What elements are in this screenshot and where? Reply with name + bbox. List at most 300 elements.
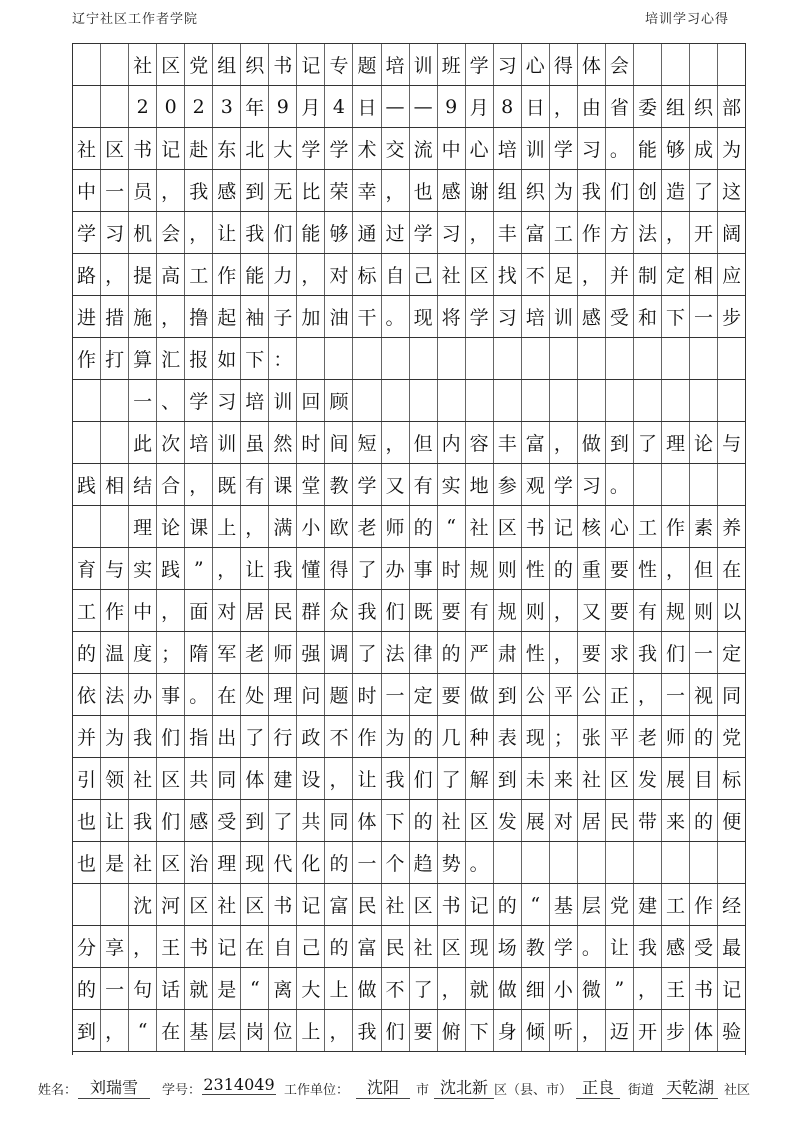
grid-cell: 规	[466, 548, 494, 589]
grid-cell: 公	[522, 674, 550, 715]
grid-cell: 赴	[185, 128, 213, 169]
text-row	[73, 548, 745, 590]
grid-cell: 相	[101, 464, 129, 505]
text-row	[73, 254, 745, 296]
grid-cell: 教	[325, 464, 353, 505]
grid-cell: 的	[438, 632, 466, 673]
text-row	[73, 758, 745, 800]
grid-cell: 织	[522, 170, 550, 211]
grid-cell: 了	[410, 968, 438, 1009]
grid-cell: 如	[213, 338, 241, 379]
grid-cell: 王	[662, 968, 690, 1009]
grid-cell: 进	[73, 296, 101, 337]
grid-cell: 我	[382, 758, 410, 799]
grid-cell: 政	[297, 716, 325, 757]
grid-cell: 社	[438, 254, 466, 295]
grid-cell: 法	[382, 632, 410, 673]
grid-cell: 中	[73, 170, 101, 211]
grid-cell: 行	[269, 716, 297, 757]
grid-cell: 位	[269, 1010, 297, 1051]
grid-cell: 俯	[438, 1010, 466, 1051]
grid-cell: 老	[241, 632, 269, 673]
grid-cell: 由	[578, 86, 606, 127]
grid-cell: 现	[466, 926, 494, 967]
grid-cell: 党	[185, 44, 213, 85]
grid-cell: 撸	[185, 296, 213, 337]
grid-cell: 度	[129, 632, 157, 673]
grid-cell: 懂	[297, 548, 325, 589]
grid-cell: 成	[690, 128, 718, 169]
grid-cell: 路	[73, 254, 101, 295]
grid-cell: 交	[382, 128, 410, 169]
text-row	[73, 338, 745, 380]
grid-cell: 对	[550, 800, 578, 841]
grid-cell: 了	[353, 548, 381, 589]
grid-cell: 但	[690, 548, 718, 589]
grid-cell	[550, 842, 578, 883]
grid-cell: 现	[241, 842, 269, 883]
grid-cell: 定	[722, 643, 742, 665]
grid-cell: 势	[438, 842, 466, 883]
grid-cell: 问	[297, 674, 325, 715]
grid-cell: 做	[353, 968, 381, 1009]
grid-cell: ，	[185, 212, 213, 253]
grid-cell: 区	[466, 800, 494, 841]
grid-cell: 体	[353, 800, 381, 841]
grid-cell: 与	[722, 433, 742, 455]
grid-cell: 的	[690, 800, 718, 841]
grid-cell: 平	[606, 716, 634, 757]
grid-cell: ，	[101, 1010, 129, 1051]
grid-cell	[522, 842, 550, 883]
grid-cell: 就	[185, 968, 213, 1009]
grid-cell: 习	[213, 380, 241, 421]
grid-cell: 丰	[494, 422, 522, 463]
grid-cell	[410, 380, 438, 421]
grid-cell	[101, 506, 129, 547]
grid-cell: 为	[382, 716, 410, 757]
grid-cell	[353, 380, 381, 421]
grid-cell: 老	[353, 506, 381, 547]
grid-cell: 平	[550, 674, 578, 715]
grid-cell	[438, 338, 466, 379]
grid-cell: 习	[101, 212, 129, 253]
grid-cell: 民	[606, 800, 634, 841]
grid-cell: 们	[410, 758, 438, 799]
grid-cell: 织	[241, 44, 269, 85]
grid-cell: 们	[382, 1010, 410, 1051]
grid-cell: 出	[213, 716, 241, 757]
grid-cell: ，	[297, 254, 325, 295]
text-row	[73, 968, 745, 1010]
grid-cell: 作	[690, 884, 718, 925]
name-label: 姓名：	[38, 1083, 78, 1098]
grid-cell: 既	[213, 464, 241, 505]
grid-cell: “	[129, 1010, 157, 1051]
grid-cell: 的	[73, 632, 101, 673]
student-id-label: 学号：	[162, 1083, 202, 1098]
grid-cell	[690, 338, 718, 379]
grid-cell: 一	[662, 674, 690, 715]
grid-cell	[662, 338, 690, 379]
grid-cell: 律	[410, 632, 438, 673]
grid-cell: 训	[522, 128, 550, 169]
grid-cell: 了	[241, 716, 269, 757]
grid-cell: 到	[241, 170, 269, 211]
grid-cell: ，	[325, 1010, 353, 1051]
grid-cell: 以	[722, 601, 742, 623]
grid-cell: ，	[101, 254, 129, 295]
grid-cell: 、	[157, 380, 185, 421]
grid-cell: ，	[662, 212, 690, 253]
grid-cell: 在	[213, 674, 241, 715]
grid-cell: 严	[466, 632, 494, 673]
grid-cell: 我	[634, 926, 662, 967]
grid-cell: 建	[634, 884, 662, 925]
grid-cell: 结	[129, 464, 157, 505]
text-row	[73, 506, 745, 548]
grid-cell: 织	[690, 86, 718, 127]
grid-cell	[690, 44, 718, 85]
grid-cell: 年	[241, 86, 269, 127]
grid-cell: 一	[690, 296, 718, 337]
grid-cell: 社	[213, 884, 241, 925]
grid-cell: 求	[606, 632, 634, 673]
grid-cell: 制	[634, 254, 662, 295]
grid-cell: 们	[269, 212, 297, 253]
grid-cell	[662, 464, 690, 505]
grid-cell: 容	[466, 422, 494, 463]
grid-cell: ，	[550, 86, 578, 127]
grid-cell: 强	[297, 632, 325, 673]
district-suffix: 区（县、市）	[494, 1083, 573, 1098]
grid-cell: 性	[522, 632, 550, 673]
grid-cell: 方	[606, 212, 634, 253]
grid-cell: 堂	[297, 464, 325, 505]
grid-cell: 张	[578, 716, 606, 757]
grid-cell: 班	[438, 44, 466, 85]
grid-cell: 北	[241, 128, 269, 169]
grid-cell: 够	[662, 128, 690, 169]
grid-cell: 我	[129, 800, 157, 841]
grid-cell: ，	[550, 422, 578, 463]
text-row	[73, 44, 745, 86]
grid-cell	[73, 884, 101, 925]
grid-cell	[634, 380, 662, 421]
grid-cell: 带	[634, 800, 662, 841]
grid-cell: 课	[269, 464, 297, 505]
work-unit-label: 工作单位：	[284, 1083, 350, 1098]
grid-cell: 对	[213, 590, 241, 631]
grid-cell	[297, 338, 325, 379]
grid-cell: ，	[634, 674, 662, 715]
grid-cell	[578, 842, 606, 883]
grid-cell: 中	[129, 590, 157, 631]
grid-cell: 层	[213, 1010, 241, 1051]
grid-cell: 书	[690, 968, 718, 1009]
grid-cell: 虽	[241, 422, 269, 463]
grid-cell: 理	[662, 422, 690, 463]
grid-cell: 区	[466, 254, 494, 295]
grid-cell: 在	[722, 559, 742, 581]
grid-cell: 是	[101, 842, 129, 883]
grid-cell: 则	[494, 548, 522, 589]
grid-cell: 月	[466, 86, 494, 127]
grid-cell: 要	[578, 632, 606, 673]
grid-cell: 做	[494, 968, 522, 1009]
grid-cell: 区	[185, 884, 213, 925]
city-field: 沈阳	[356, 1075, 410, 1099]
grid-cell: 我	[578, 170, 606, 211]
grid-cell	[662, 380, 690, 421]
document-type: 培训学习心得	[644, 12, 729, 27]
grid-cell: 有	[410, 464, 438, 505]
grid-cell: 心	[466, 128, 494, 169]
grid-cell: 群	[297, 590, 325, 631]
grid-cell: 书	[522, 506, 550, 547]
grid-cell: 趋	[410, 842, 438, 883]
grid-cell: 了	[353, 632, 381, 673]
grid-cell: 的	[325, 842, 353, 883]
grid-cell	[662, 842, 690, 883]
text-row	[73, 464, 745, 506]
grid-cell: 为	[550, 170, 578, 211]
grid-cell: 众	[325, 590, 353, 631]
grid-cell: 感	[438, 170, 466, 211]
grid-cell: 民	[353, 884, 381, 925]
grid-cell: 我	[353, 1010, 381, 1051]
grid-cell: 区	[438, 926, 466, 967]
grid-cell: 最	[722, 937, 742, 959]
grid-cell: 。	[606, 128, 634, 169]
grid-cell: 了	[634, 422, 662, 463]
grid-cell: 并	[73, 716, 101, 757]
grid-cell: ，	[213, 548, 241, 589]
grid-cell: 工	[550, 212, 578, 253]
footer-info	[38, 1075, 778, 1101]
grid-cell: 习	[438, 212, 466, 253]
grid-cell: 算	[129, 338, 157, 379]
grid-cell: 们	[606, 170, 634, 211]
grid-cell: 学	[410, 212, 438, 253]
grid-cell: 我	[241, 212, 269, 253]
grid-cell: 师	[382, 506, 410, 547]
grid-cell: 经	[722, 895, 742, 917]
grid-cell: 区	[241, 884, 269, 925]
grid-cell: 党	[722, 727, 742, 749]
grid-cell: ”	[606, 968, 634, 1009]
grid-cell: 会	[157, 212, 185, 253]
grid-cell: 阔	[722, 223, 742, 245]
grid-cell: 工	[185, 254, 213, 295]
grid-cell: 河	[157, 884, 185, 925]
grid-cell: 自	[382, 254, 410, 295]
grid-cell: 作	[578, 212, 606, 253]
grid-cell: 办	[129, 674, 157, 715]
grid-cell: 一	[101, 968, 129, 1009]
text-row	[73, 86, 745, 128]
grid-cell: 下	[382, 800, 410, 841]
grid-cell: 一	[382, 674, 410, 715]
grid-cell	[466, 338, 494, 379]
grid-cell: 育	[73, 548, 101, 589]
grid-cell: ，	[325, 758, 353, 799]
grid-cell: 实	[129, 548, 157, 589]
grid-cell: 的	[494, 884, 522, 925]
grid-cell: 8	[494, 86, 522, 127]
grid-cell: 也	[73, 842, 101, 883]
grid-cell: ，	[157, 296, 185, 337]
grid-cell	[662, 44, 690, 85]
grid-cell: 子	[269, 296, 297, 337]
grid-cell: 不	[382, 968, 410, 1009]
grid-cell: 论	[690, 422, 718, 463]
grid-cell: 听	[550, 1010, 578, 1051]
grid-cell: 习	[494, 296, 522, 337]
grid-cell: 受	[606, 296, 634, 337]
grid-cell: 身	[494, 1010, 522, 1051]
grid-cell: 同	[722, 685, 742, 707]
grid-cell: 记	[722, 979, 742, 1001]
grid-cell: 荣	[325, 170, 353, 211]
grid-cell: 够	[325, 212, 353, 253]
text-row	[73, 380, 745, 422]
grid-cell: 定	[662, 254, 690, 295]
grid-cell: 。	[606, 464, 634, 505]
grid-cell: 步	[722, 307, 742, 329]
grid-cell: 培	[241, 380, 269, 421]
grid-cell: 民	[382, 926, 410, 967]
grid-cell: ，	[157, 170, 185, 211]
grid-cell: 社	[466, 506, 494, 547]
street-field: 正良	[576, 1075, 620, 1099]
grid-cell: 能	[241, 254, 269, 295]
grid-cell: 感	[213, 170, 241, 211]
grid-cell: 有	[466, 590, 494, 631]
grid-cell: 让	[353, 758, 381, 799]
grid-cell: 便	[722, 811, 742, 833]
grid-cell: 一	[101, 170, 129, 211]
grid-cell: 居	[578, 800, 606, 841]
grid-cell: 力	[269, 254, 297, 295]
grid-cell: ”	[185, 548, 213, 589]
text-row	[73, 1010, 745, 1052]
grid-cell: 区	[494, 506, 522, 547]
grid-cell: 温	[101, 632, 129, 673]
grid-cell: 隋	[185, 632, 213, 673]
grid-cell: 话	[157, 968, 185, 1009]
grid-cell: 办	[382, 548, 410, 589]
grid-cell: 到	[494, 674, 522, 715]
grid-cell: 分	[73, 926, 101, 967]
grid-cell: 应	[722, 265, 742, 287]
grid-cell: 。	[382, 296, 410, 337]
grid-cell: 然	[269, 422, 297, 463]
grid-cell: 己	[410, 254, 438, 295]
grid-cell: 心	[606, 506, 634, 547]
grid-cell	[690, 380, 718, 421]
grid-cell: ，	[382, 422, 410, 463]
grid-cell: 谢	[466, 170, 494, 211]
grid-cell: 个	[382, 842, 410, 883]
grid-cell: 幸	[353, 170, 381, 211]
grid-cell: 种	[466, 716, 494, 757]
grid-cell: 大	[269, 128, 297, 169]
grid-cell: 居	[241, 590, 269, 631]
grid-cell: 训	[269, 380, 297, 421]
grid-cell: 省	[606, 86, 634, 127]
grid-cell: 则	[522, 590, 550, 631]
grid-cell: 习	[494, 44, 522, 85]
grid-cell: 丰	[494, 212, 522, 253]
grid-cell: 施	[129, 296, 157, 337]
grid-cell: 培	[522, 296, 550, 337]
grid-cell	[522, 380, 550, 421]
grid-cell: 老	[634, 716, 662, 757]
grid-cell: 来	[662, 800, 690, 841]
grid-cell: 又	[578, 590, 606, 631]
grid-cell: 体	[690, 1010, 718, 1051]
grid-cell: 要	[606, 590, 634, 631]
grid-cell: 记	[466, 884, 494, 925]
grid-cell	[494, 338, 522, 379]
grid-cell	[718, 464, 745, 505]
grid-cell: 9	[438, 86, 466, 127]
grid-cell: 2	[129, 86, 157, 127]
grid-cell: 细	[522, 968, 550, 1009]
grid-cell: ，	[634, 968, 662, 1009]
grid-cell: 上	[213, 506, 241, 547]
grid-cell: 沈	[129, 884, 157, 925]
grid-cell: 组	[494, 170, 522, 211]
grid-cell: 月	[297, 86, 325, 127]
grid-cell: ，	[241, 506, 269, 547]
grid-cell	[522, 338, 550, 379]
grid-cell: 的	[73, 968, 101, 1009]
grid-cell: 回	[297, 380, 325, 421]
grid-cell: 既	[410, 590, 438, 631]
grid-cell: 倾	[522, 1010, 550, 1051]
grid-cell: 发	[634, 758, 662, 799]
grid-cell: 基	[185, 1010, 213, 1051]
grid-cell: 我	[185, 170, 213, 211]
grid-cell: 3	[213, 86, 241, 127]
grid-cell: 区	[157, 758, 185, 799]
district-field: 沈北新	[434, 1075, 494, 1099]
text-row	[73, 422, 745, 464]
grid-cell: 现	[410, 296, 438, 337]
grid-cell: 标	[722, 769, 742, 791]
grid-cell: 民	[269, 590, 297, 631]
grid-cell: “	[522, 884, 550, 925]
grid-cell: 层	[578, 884, 606, 925]
grid-cell: 我	[353, 590, 381, 631]
text-row	[73, 716, 745, 758]
grid-cell: 时	[353, 674, 381, 715]
grid-cell: 社	[129, 44, 157, 85]
grid-cell: 上	[325, 968, 353, 1009]
grid-cell: 不	[325, 716, 353, 757]
grid-cell	[578, 338, 606, 379]
text-row	[73, 128, 745, 170]
grid-cell: 得	[325, 548, 353, 589]
grid-cell: 提	[129, 254, 157, 295]
grid-cell	[690, 842, 718, 883]
grid-cell: 己	[297, 926, 325, 967]
grid-cell: 现	[522, 716, 550, 757]
grid-cell: 们	[157, 716, 185, 757]
grid-cell: 设	[297, 758, 325, 799]
